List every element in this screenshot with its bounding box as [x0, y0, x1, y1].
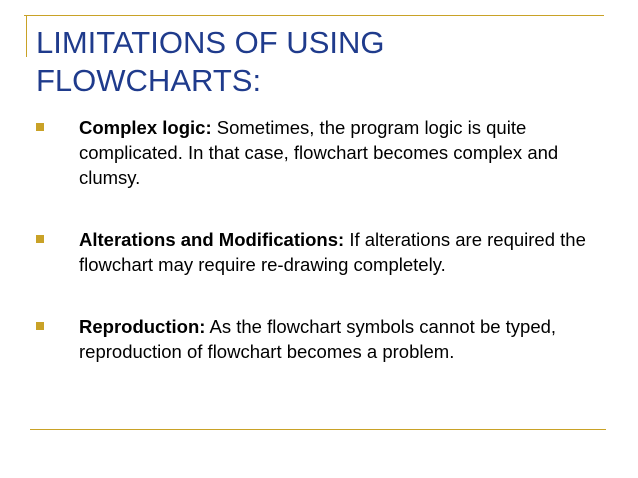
square-bullet-icon — [36, 123, 44, 131]
bullet-complex-logic — [36, 115, 602, 190]
square-bullet-icon — [36, 235, 44, 243]
slide-title: LIMITATIONS OF USING FLOWCHARTS: — [36, 25, 385, 98]
bullet-term: Alterations and Modifications: — [79, 229, 345, 250]
bullet-term: Complex logic: — [79, 117, 212, 138]
bullet-text: If alterations are required the flowchart may require re-drawing completely. — [79, 229, 586, 275]
bullet-text: Sometimes, the program logic is quite complicated. In that case, flowchart becomes complex and clumsy. — [79, 117, 559, 188]
frame-line-top — [24, 15, 604, 16]
bullet-list — [36, 115, 602, 401]
frame-line-bottom — [30, 429, 606, 430]
bullet-alterations — [36, 227, 602, 277]
bullet-text: As the flowchart symbols cannot be typed, reproduction of flowchart becomes a problem. — [79, 316, 557, 362]
frame-line-left — [26, 15, 27, 57]
square-bullet-icon — [36, 322, 44, 330]
bullet-reproduction — [36, 314, 602, 364]
bullet-term: Reproduction: — [79, 316, 206, 337]
